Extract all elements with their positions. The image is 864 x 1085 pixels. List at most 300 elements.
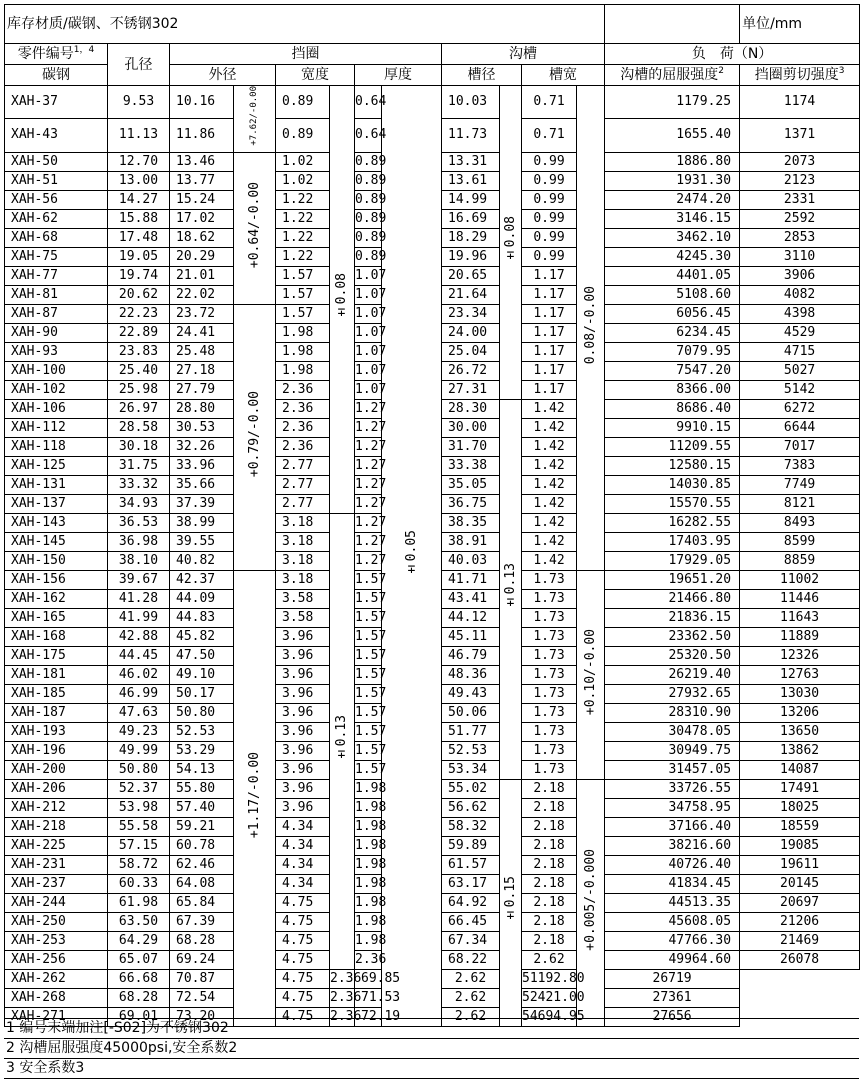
- groove-yield-cell: 3146.15: [605, 209, 740, 228]
- width-cell: 4.34: [276, 855, 330, 874]
- thickness-cell: 0.89: [355, 228, 382, 247]
- outer-dia-cell: 73.20: [170, 1007, 234, 1026]
- width-cell: 2.36: [276, 380, 330, 399]
- groove-dia-cell: 64.92: [442, 893, 500, 912]
- thickness-cell: 1.27: [355, 532, 382, 551]
- outer-dia-cell: 35.66: [170, 475, 234, 494]
- bore-cell: 14.27: [108, 190, 170, 209]
- groove-yield-cell: 52421.00: [522, 988, 577, 1007]
- groove-dia-cell: 55.02: [442, 779, 500, 798]
- ring-shear-cell: 4398: [740, 304, 860, 323]
- outer-dia-cell: 11.86: [170, 119, 234, 152]
- thickness-cell: 1.07: [355, 266, 382, 285]
- part-number-cell: XAH-87: [5, 304, 108, 323]
- outer-dia-cell: 59.21: [170, 817, 234, 836]
- bore-cell: 28.58: [108, 418, 170, 437]
- groove-width-cell: 0.71: [522, 86, 577, 119]
- ring-shear-cell: 1174: [740, 86, 860, 119]
- groove-dia-cell: 38.91: [442, 532, 500, 551]
- ring-shear-cell: 8859: [740, 551, 860, 570]
- thickness-cell: 0.64: [355, 86, 382, 119]
- groove-dia-cell: 10.03: [442, 86, 500, 119]
- groove-dia-cell: 72.19: [355, 1007, 382, 1026]
- groove-width-cell: 1.42: [522, 475, 577, 494]
- groove-dia-cell: 36.75: [442, 494, 500, 513]
- bore-cell: 58.72: [108, 855, 170, 874]
- groove-width-cell: 1.73: [522, 684, 577, 703]
- bore-cell: 41.99: [108, 608, 170, 627]
- groove-dia-cell: 45.11: [442, 627, 500, 646]
- outer-dia-cell: 62.46: [170, 855, 234, 874]
- ring-shear-cell: 20697: [740, 893, 860, 912]
- bore-cell: 47.63: [108, 703, 170, 722]
- ring-shear-cell: 26078: [740, 950, 860, 969]
- thickness-cell: 1.57: [355, 589, 382, 608]
- ring-shear-cell: 26719: [605, 969, 740, 988]
- thickness-cell: 0.89: [355, 190, 382, 209]
- thickness-tolerance: ±0.05: [382, 86, 442, 1027]
- bore-cell: 31.75: [108, 456, 170, 475]
- part-number-cell: XAH-185: [5, 684, 108, 703]
- bore-cell: 53.98: [108, 798, 170, 817]
- bore-cell: 64.29: [108, 931, 170, 950]
- groove-dia-cell: 20.65: [442, 266, 500, 285]
- ring-shear-cell: 11446: [740, 589, 860, 608]
- bore-cell: 13.00: [108, 171, 170, 190]
- groove-width-cell: 2.18: [522, 912, 577, 931]
- groove-yield-cell: 37166.40: [605, 817, 740, 836]
- ring-shear-cell: 8599: [740, 532, 860, 551]
- thickness-cell: 0.89: [355, 247, 382, 266]
- groove-yield-cell: 4401.05: [605, 266, 740, 285]
- outer-dia-cell: 27.79: [170, 380, 234, 399]
- groove-width-cell: 2.18: [522, 931, 577, 950]
- part-number-cell: XAH-90: [5, 323, 108, 342]
- width-cell: 0.89: [276, 86, 330, 119]
- bore-cell: 11.13: [108, 119, 170, 152]
- groove-dia-cell: 18.29: [442, 228, 500, 247]
- width-cell: 2.36: [276, 418, 330, 437]
- ring-shear-cell: 1371: [740, 119, 860, 152]
- groove-dia-cell: 58.32: [442, 817, 500, 836]
- thickness-cell: 1.27: [355, 551, 382, 570]
- groove-dia-cell: 67.34: [442, 931, 500, 950]
- header-groove: 沟槽: [442, 44, 605, 65]
- outer-dia-cell: 38.99: [170, 513, 234, 532]
- bore-cell: 50.80: [108, 760, 170, 779]
- groove-width-cell: 0.99: [522, 209, 577, 228]
- part-number-cell: XAH-231: [5, 855, 108, 874]
- width-cell: 1.98: [276, 323, 330, 342]
- ring-shear-cell: 2073: [740, 152, 860, 171]
- thickness-cell: 1.98: [355, 874, 382, 893]
- ring-shear-cell: 27361: [605, 988, 740, 1007]
- outer-dia-cell: 45.82: [170, 627, 234, 646]
- groove-dia-cell: 13.61: [442, 171, 500, 190]
- width-cell: 4.34: [276, 836, 330, 855]
- groove-dia-cell: 13.31: [442, 152, 500, 171]
- groove-dia-cell: 16.69: [442, 209, 500, 228]
- groove-yield-cell: 12580.15: [605, 456, 740, 475]
- width-cell: 3.96: [276, 665, 330, 684]
- ring-shear-cell: 17491: [740, 779, 860, 798]
- thickness-cell: 0.64: [355, 119, 382, 152]
- bore-cell: 68.28: [108, 988, 170, 1007]
- groove-yield-cell: 1886.80: [605, 152, 740, 171]
- part-number-cell: XAH-196: [5, 741, 108, 760]
- groove-yield-cell: 11209.55: [605, 437, 740, 456]
- part-number-cell: XAH-100: [5, 361, 108, 380]
- thickness-cell: 1.57: [355, 703, 382, 722]
- groove-dia-cell: 52.53: [442, 741, 500, 760]
- outer-dia-cell: 57.40: [170, 798, 234, 817]
- page-title: 库存材质/碳钢、不锈钢302: [5, 5, 605, 44]
- width-cell: 1.22: [276, 228, 330, 247]
- groove-yield-cell: 17403.95: [605, 532, 740, 551]
- groove-width-cell: 1.73: [522, 646, 577, 665]
- groove-width-cell: 2.62: [442, 988, 500, 1007]
- thickness-cell: 2.36: [330, 1007, 355, 1026]
- groove-yield-cell: 19651.20: [605, 570, 740, 589]
- width-cell: 1.57: [276, 285, 330, 304]
- groove-width-cell: 1.42: [522, 532, 577, 551]
- part-number-cell: XAH-187: [5, 703, 108, 722]
- part-number-cell: XAH-150: [5, 551, 108, 570]
- groove-yield-cell: 6056.45: [605, 304, 740, 323]
- groove-width-cell: 1.17: [522, 304, 577, 323]
- groove-yield-cell: 9910.15: [605, 418, 740, 437]
- part-number-cell: XAH-106: [5, 399, 108, 418]
- width-cell: 1.57: [276, 266, 330, 285]
- ring-shear-cell: 21469: [740, 931, 860, 950]
- bore-cell: 55.58: [108, 817, 170, 836]
- width-tolerance: ±0.13: [330, 513, 355, 969]
- ring-shear-cell: 27656: [605, 1007, 740, 1026]
- groove-yield-cell: 41834.45: [605, 874, 740, 893]
- width-cell: 1.57: [276, 304, 330, 323]
- ring-shear-cell: 12326: [740, 646, 860, 665]
- width-cell: 1.02: [276, 152, 330, 171]
- part-number-cell: XAH-162: [5, 589, 108, 608]
- groove-yield-cell: 28310.90: [605, 703, 740, 722]
- width-cell: 4.75: [276, 988, 330, 1007]
- groove-width-cell: 2.62: [442, 969, 500, 988]
- thickness-cell: 1.07: [355, 285, 382, 304]
- groove-width-cell: 1.42: [522, 437, 577, 456]
- part-number-cell: XAH-175: [5, 646, 108, 665]
- groove-yield-cell: 1179.25: [605, 86, 740, 119]
- ring-shear-cell: 11002: [740, 570, 860, 589]
- thickness-cell: 1.27: [355, 494, 382, 513]
- groove-dia-cell: 35.05: [442, 475, 500, 494]
- groove-dia-cell: 31.70: [442, 437, 500, 456]
- bore-cell: 17.48: [108, 228, 170, 247]
- width-cell: 4.75: [276, 912, 330, 931]
- part-number-cell: XAH-51: [5, 171, 108, 190]
- outer-dia-cell: 67.39: [170, 912, 234, 931]
- outer-dia-cell: 50.17: [170, 684, 234, 703]
- width-cell: 0.89: [276, 119, 330, 152]
- ring-shear-cell: 18559: [740, 817, 860, 836]
- part-number-cell: XAH-125: [5, 456, 108, 475]
- groove-yield-cell: 44513.35: [605, 893, 740, 912]
- groove-yield-cell: 21836.15: [605, 608, 740, 627]
- thickness-cell: 1.98: [355, 931, 382, 950]
- bore-cell: 60.33: [108, 874, 170, 893]
- ring-shear-cell: 5142: [740, 380, 860, 399]
- ring-shear-cell: 4715: [740, 342, 860, 361]
- ring-shear-cell: 6272: [740, 399, 860, 418]
- table-body: [5, 86, 860, 1027]
- part-number-cell: XAH-137: [5, 494, 108, 513]
- groove-width-cell: 1.42: [522, 399, 577, 418]
- ring-shear-cell: 19085: [740, 836, 860, 855]
- groove-dia-cell: 68.22: [442, 950, 500, 969]
- outer-dia-cell: 27.18: [170, 361, 234, 380]
- part-number-cell: XAH-112: [5, 418, 108, 437]
- width-cell: 1.98: [276, 342, 330, 361]
- thickness-cell: 1.57: [355, 646, 382, 665]
- groove-width-cell: 2.18: [522, 817, 577, 836]
- bore-cell: 41.28: [108, 589, 170, 608]
- groove-dia-cell: 49.43: [442, 684, 500, 703]
- header-bore: 孔径: [108, 44, 170, 86]
- retaining-ring-table: [4, 4, 860, 1027]
- thickness-cell: 0.89: [355, 152, 382, 171]
- bore-cell: 36.98: [108, 532, 170, 551]
- ring-shear-cell: 7017: [740, 437, 860, 456]
- width-cell: 1.22: [276, 190, 330, 209]
- thickness-cell: 2.36: [330, 969, 355, 988]
- groove-yield-cell: 30478.05: [605, 722, 740, 741]
- bore-cell: 52.37: [108, 779, 170, 798]
- part-number-cell: XAH-225: [5, 836, 108, 855]
- thickness-cell: 1.98: [355, 836, 382, 855]
- outer-dia-cell: 10.16: [170, 86, 234, 119]
- groove-width-cell: 0.99: [522, 190, 577, 209]
- ring-shear-cell: 11643: [740, 608, 860, 627]
- part-number-cell: XAH-256: [5, 950, 108, 969]
- groove-yield-cell: 23362.50: [605, 627, 740, 646]
- groove-width-cell: 0.99: [522, 152, 577, 171]
- thickness-cell: 1.07: [355, 342, 382, 361]
- groove-dia-cell: 41.71: [442, 570, 500, 589]
- table-row: [5, 86, 860, 119]
- thickness-cell: 1.27: [355, 475, 382, 494]
- bore-cell: 22.89: [108, 323, 170, 342]
- groove-width-cell: 1.17: [522, 323, 577, 342]
- bore-cell: 12.70: [108, 152, 170, 171]
- groove-width-cell: 2.18: [522, 893, 577, 912]
- outer-dia-cell: 64.08: [170, 874, 234, 893]
- groove-width-cell: 1.17: [522, 361, 577, 380]
- part-number-cell: XAH-102: [5, 380, 108, 399]
- groove-width-tolerance: 0.08/-0.00: [577, 86, 605, 571]
- thickness-cell: 1.98: [355, 855, 382, 874]
- outer-dia-cell: 20.29: [170, 247, 234, 266]
- width-cell: 3.58: [276, 589, 330, 608]
- ring-shear-cell: 5027: [740, 361, 860, 380]
- ring-shear-cell: 13650: [740, 722, 860, 741]
- bore-cell: 49.23: [108, 722, 170, 741]
- thickness-cell: 1.07: [355, 380, 382, 399]
- bore-cell: 49.99: [108, 741, 170, 760]
- groove-dia-cell: 71.53: [355, 988, 382, 1007]
- width-cell: 3.96: [276, 798, 330, 817]
- ring-shear-cell: 3906: [740, 266, 860, 285]
- groove-width-tolerance: +0.005/-0.000: [577, 779, 605, 1026]
- ring-shear-cell: 2331: [740, 190, 860, 209]
- bore-cell: 66.68: [108, 969, 170, 988]
- bore-cell: 25.98: [108, 380, 170, 399]
- outer-dia-cell: 39.55: [170, 532, 234, 551]
- groove-yield-cell: 4245.30: [605, 247, 740, 266]
- groove-yield-cell: 38216.60: [605, 836, 740, 855]
- groove-dia-cell: 26.72: [442, 361, 500, 380]
- groove-yield-cell: 31457.05: [605, 760, 740, 779]
- outer-dia-cell: 69.24: [170, 950, 234, 969]
- groove-yield-cell: 6234.45: [605, 323, 740, 342]
- thickness-cell: 1.57: [355, 741, 382, 760]
- outer-dia-cell: 22.02: [170, 285, 234, 304]
- thickness-cell: 1.57: [355, 627, 382, 646]
- thickness-cell: 1.57: [355, 760, 382, 779]
- outer-dia-cell: 33.96: [170, 456, 234, 475]
- groove-yield-cell: 8686.40: [605, 399, 740, 418]
- outer-dia-cell: 18.62: [170, 228, 234, 247]
- thickness-cell: 1.98: [355, 798, 382, 817]
- groove-dia-cell: 11.73: [442, 119, 500, 152]
- thickness-cell: 1.27: [355, 399, 382, 418]
- thickness-cell: 1.98: [355, 893, 382, 912]
- groove-yield-cell: 27932.65: [605, 684, 740, 703]
- groove-width-cell: 0.99: [522, 247, 577, 266]
- outer-dia-cell: 70.87: [170, 969, 234, 988]
- part-number-cell: XAH-268: [5, 988, 108, 1007]
- thickness-cell: 1.27: [355, 513, 382, 532]
- bore-cell: 63.50: [108, 912, 170, 931]
- outer-dia-cell: 25.48: [170, 342, 234, 361]
- bore-cell: 19.05: [108, 247, 170, 266]
- groove-dia-cell: 44.12: [442, 608, 500, 627]
- width-cell: 4.34: [276, 874, 330, 893]
- width-cell: 3.96: [276, 722, 330, 741]
- groove-width-cell: 2.18: [522, 874, 577, 893]
- thickness-cell: 2.36: [355, 950, 382, 969]
- header-part-no: 零件编号$^{1,4}$: [5, 44, 108, 65]
- groove-yield-cell: 1931.30: [605, 171, 740, 190]
- width-cell: 3.96: [276, 627, 330, 646]
- bore-cell: 42.88: [108, 627, 170, 646]
- part-number-cell: XAH-37: [5, 86, 108, 119]
- ring-shear-cell: 18025: [740, 798, 860, 817]
- width-tolerance: ±0.08: [330, 86, 355, 514]
- ring-shear-cell: 8493: [740, 513, 860, 532]
- outer-dia-cell: 40.82: [170, 551, 234, 570]
- width-cell: 3.96: [276, 646, 330, 665]
- ring-shear-cell: 20145: [740, 874, 860, 893]
- groove-width-cell: 1.42: [522, 494, 577, 513]
- outer-dia-cell: 65.84: [170, 893, 234, 912]
- thickness-cell: 1.27: [355, 437, 382, 456]
- outer-dia-cell: 50.80: [170, 703, 234, 722]
- outer-dia-cell: 55.80: [170, 779, 234, 798]
- groove-width-cell: 2.62: [442, 1007, 500, 1026]
- outer-dia-cell: 42.37: [170, 570, 234, 589]
- outer-dia-cell: 37.39: [170, 494, 234, 513]
- groove-yield-cell: 7079.95: [605, 342, 740, 361]
- outer-dia-cell: 32.26: [170, 437, 234, 456]
- groove-width-cell: 2.18: [522, 855, 577, 874]
- outer-dia-cell: 23.72: [170, 304, 234, 323]
- part-number-cell: XAH-131: [5, 475, 108, 494]
- bore-cell: 69.01: [108, 1007, 170, 1026]
- width-cell: 1.02: [276, 171, 330, 190]
- thickness-cell: 1.57: [355, 684, 382, 703]
- groove-yield-cell: 1655.40: [605, 119, 740, 152]
- groove-dia-cell: 25.04: [442, 342, 500, 361]
- thickness-cell: 1.57: [355, 608, 382, 627]
- groove-width-cell: 2.18: [522, 836, 577, 855]
- groove-dia-cell: 23.34: [442, 304, 500, 323]
- groove-width-cell: 1.17: [522, 380, 577, 399]
- part-number-cell: XAH-193: [5, 722, 108, 741]
- footnotes: [4, 1018, 859, 1079]
- thickness-cell: 1.27: [355, 418, 382, 437]
- bore-cell: 22.23: [108, 304, 170, 323]
- part-number-cell: XAH-77: [5, 266, 108, 285]
- groove-dia-cell: 24.00: [442, 323, 500, 342]
- bore-cell: 23.83: [108, 342, 170, 361]
- header-outer-dia: 外径: [170, 65, 276, 86]
- footnote-1: 1 编号末端加注[-S02]为不锈钢302: [4, 1018, 859, 1038]
- width-cell: 1.22: [276, 209, 330, 228]
- header-carbon-steel: 碳钢: [5, 65, 108, 86]
- groove-yield-cell: 30949.75: [605, 741, 740, 760]
- groove-width-cell: 1.73: [522, 760, 577, 779]
- outer-dia-tolerance: +1.17/-0.00: [234, 570, 276, 1026]
- ring-shear-cell: 14087: [740, 760, 860, 779]
- width-cell: 2.36: [276, 437, 330, 456]
- bore-cell: 34.93: [108, 494, 170, 513]
- groove-dia-cell: 59.89: [442, 836, 500, 855]
- outer-dia-cell: 72.54: [170, 988, 234, 1007]
- bore-cell: 57.15: [108, 836, 170, 855]
- groove-width-cell: 1.17: [522, 342, 577, 361]
- bore-cell: 46.99: [108, 684, 170, 703]
- part-number-cell: XAH-50: [5, 152, 108, 171]
- part-number-cell: XAH-253: [5, 931, 108, 950]
- part-number-cell: XAH-218: [5, 817, 108, 836]
- outer-dia-cell: 28.80: [170, 399, 234, 418]
- groove-width-cell: 0.99: [522, 228, 577, 247]
- thickness-cell: 1.07: [355, 361, 382, 380]
- groove-dia-cell: 21.64: [442, 285, 500, 304]
- groove-yield-cell: 33726.55: [605, 779, 740, 798]
- thickness-cell: 1.07: [355, 323, 382, 342]
- groove-dia-cell: 40.03: [442, 551, 500, 570]
- part-number-cell: XAH-43: [5, 119, 108, 152]
- outer-dia-cell: 53.29: [170, 741, 234, 760]
- groove-width-cell: 1.73: [522, 570, 577, 589]
- width-cell: 4.34: [276, 817, 330, 836]
- part-number-cell: XAH-62: [5, 209, 108, 228]
- outer-dia-cell: 30.53: [170, 418, 234, 437]
- ring-shear-cell: 8121: [740, 494, 860, 513]
- part-number-cell: XAH-68: [5, 228, 108, 247]
- width-cell: 2.77: [276, 494, 330, 513]
- header-groove-width: 槽宽: [522, 65, 605, 86]
